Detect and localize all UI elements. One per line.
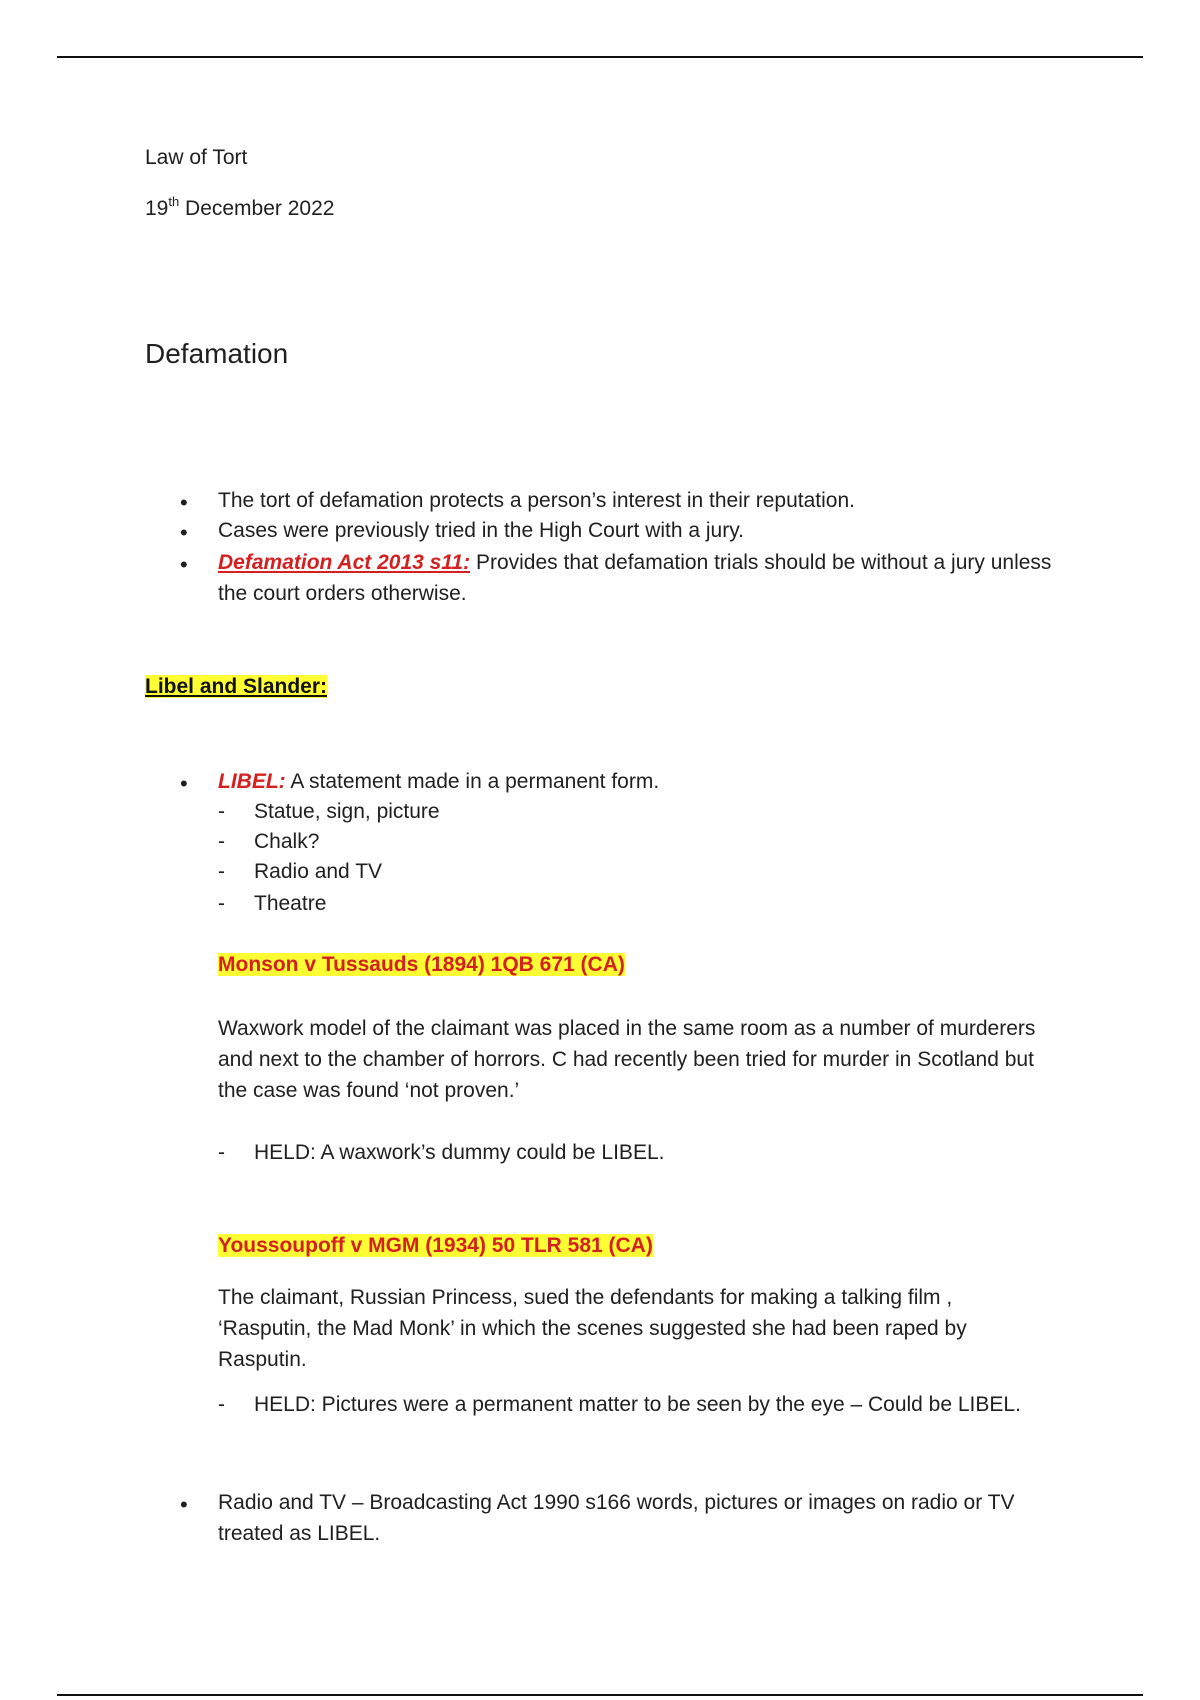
case-title-1 [218,953,625,977]
section-heading [145,675,327,699]
page-title: Defamation [145,338,289,369]
dash-icon: - [218,1393,225,1416]
bullet-icon: • [180,1492,188,1517]
dash-icon: - [218,830,225,853]
dash-icon: - [218,860,225,883]
document-date [145,194,334,221]
case-held-2: HELD: Pictures were a permanent matter to be seen by the eye – Could be LIBEL. [254,1393,1021,1416]
broadcasting-bullet: Radio and TV – Broadcasting Act 1990 s166 words, pictures or images on radio or TV treated as LIBEL. [218,1491,1015,1545]
case-name-1: Monson v Tussauds (1894) 1QB 671 (CA) [218,953,625,976]
section-heading-text: Libel and Slander: [145,675,328,698]
dash-icon: - [218,1141,225,1164]
libel-definition-text: A statement made in a permanent form. [285,770,660,793]
intro-bullet-2: Cases were previously tried in the High Court with a jury. [218,519,744,542]
statute-reference: Defamation Act 2013 s11: [218,551,471,574]
date-suffix: th [168,194,180,209]
case-facts-1: Waxwork model of the claimant was placed in the same room as a number of murderers and next to the chamber of horrors. C had recently been tried for murder in Scotland but the case was found ‘not proven.’ [218,1017,1036,1102]
case-title-2 [218,1234,653,1258]
libel-definition [218,766,1078,797]
date-day: 19 [145,197,169,220]
case-name-2: Youssoupoff v MGM (1934) 50 TLR 581 (CA) [218,1234,653,1257]
bullet-icon: • [180,771,188,796]
libel-example-2: Chalk? [254,830,320,853]
case-held-1: HELD: A waxwork’s dummy could be LIBEL. [254,1141,665,1164]
date-rest: December 2022 [179,197,335,220]
libel-label: LIBEL: [218,770,286,793]
bullet-icon: • [180,520,188,545]
bottom-rule [57,1694,1143,1696]
case-facts-2: The claimant, Russian Princess, sued the defendants for making a talking film , ‘Rasputin, the Mad Monk’ in which the scenes suggested she had been raped by Rasputin. [218,1286,967,1371]
intro-bullet-1: The tort of defamation protects a person’s interest in their reputation. [218,489,855,512]
course-name: Law of Tort [145,146,248,169]
intro-bullet-3-text: Provides that defamation trials should be without a jury unless the court orders otherwise. [218,551,1052,605]
libel-example-1: Statue, sign, picture [254,800,440,823]
top-rule [57,56,1143,58]
bullet-icon: • [180,490,188,515]
libel-example-3: Radio and TV [254,860,383,883]
libel-example-4: Theatre [254,892,327,915]
bullet-icon: • [180,552,188,577]
dash-icon: - [218,892,225,915]
dash-icon: - [218,800,225,823]
intro-bullet-3 [218,547,1058,609]
